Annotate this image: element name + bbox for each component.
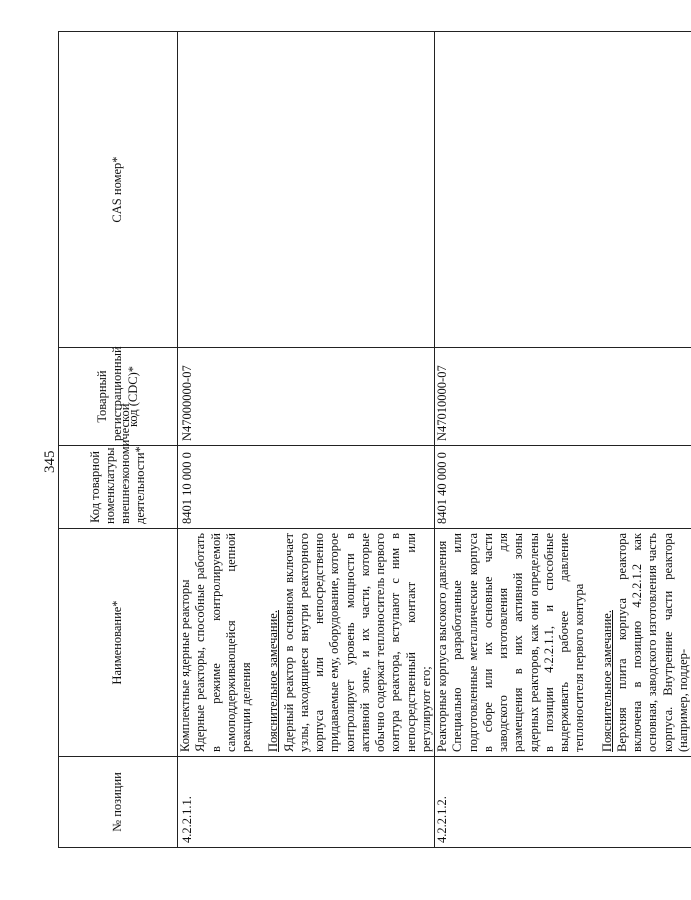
- header-code: Код товарной номенклатуры внешнеэкономической деятельности*: [59, 446, 178, 529]
- name-cell: [435, 529, 691, 757]
- header-cdc: Товарный регистрационный код (CDC)*: [59, 348, 178, 446]
- item-title: Комплектные ядерные реакторы: [178, 579, 192, 752]
- item-title: Реакторные корпуса высокого давления: [435, 540, 449, 752]
- code-cell: 8401 40 000 0: [435, 446, 691, 529]
- name-cell: [178, 529, 435, 757]
- cas-cell: [178, 32, 435, 348]
- table-header-row: [59, 32, 178, 848]
- note-text: Ядерный реактор в основном включает узлы, находящиеся внутри реакторного корпуса или непосредственно придаваемые ему, оборудование, которое контролирует уровень мощности в активной зоне, и их части, которые обычно содержат теплоноситель первого контура реактора, вступают с ним в непосредственный контакт или регулируют его;: [281, 533, 433, 752]
- code-cell: 8401 10 000 0: [178, 446, 435, 529]
- table-row: [178, 32, 435, 848]
- table-row: [435, 32, 691, 848]
- cas-cell: [435, 32, 691, 348]
- cdc-cell: N47000000-07: [178, 348, 435, 446]
- cdc-cell: N47010000-07: [435, 348, 691, 446]
- note-text: Верхняя плита корпуса реактора включена в позицию 4.2.2.1.2 как основная, заводского изготовления часть корпуса. Внутренние части реактора (например, поддер-: [614, 533, 690, 752]
- item-text: Ядерные реакторы, способные работать в режиме контролируемой самоподдерживающейся цепной реакции деления: [193, 533, 253, 752]
- position-cell: 4.2.2.1.1.: [178, 757, 435, 848]
- header-position: № позиции: [59, 757, 178, 848]
- item-text: Специально разработанные или подготовленные металлические корпуса в сборе или их основные части заводского изготовления для размещения в них активной зоны ядерных реакторов, как они определены в позиции 4.2.2.1.1, и способные выдерживать рабочее давление теплоносителя первого контура: [450, 533, 587, 752]
- page-number: 345: [42, 450, 58, 473]
- note-label: Пояснительное замечание.: [266, 610, 281, 752]
- note-label: Пояснительное замечание.: [599, 610, 614, 752]
- goods-table: [58, 31, 691, 848]
- position-cell: 4.2.2.1.2.: [435, 757, 691, 848]
- header-name: Наименование*: [59, 529, 178, 757]
- header-cas: CAS номер*: [59, 32, 178, 348]
